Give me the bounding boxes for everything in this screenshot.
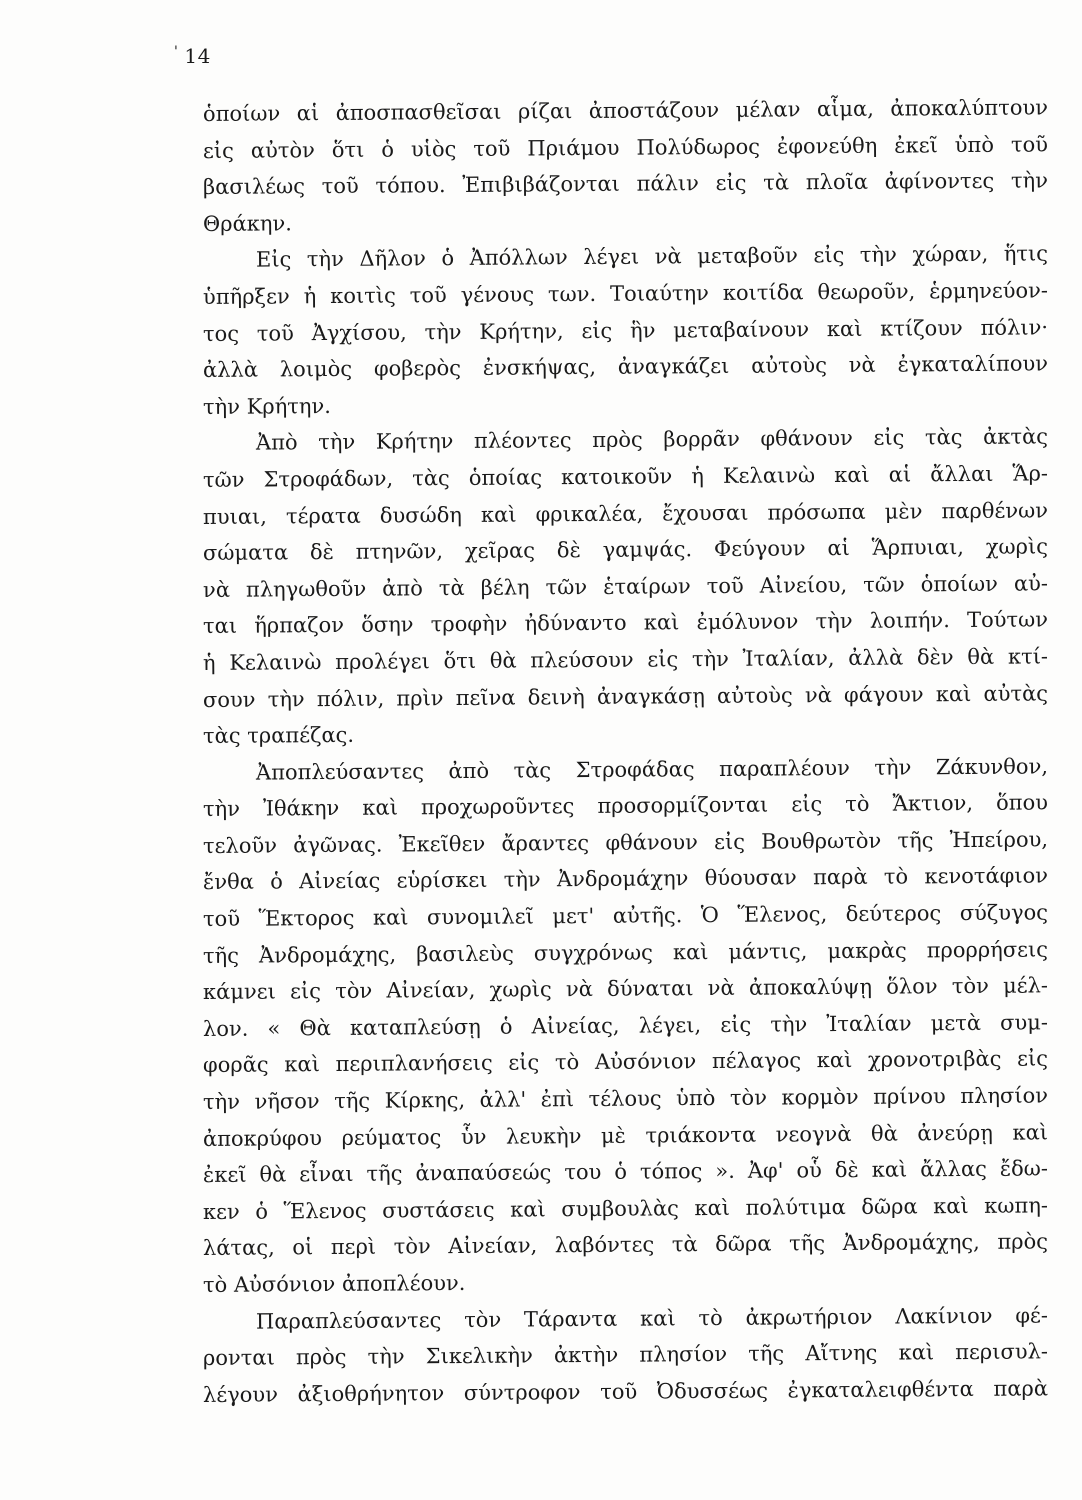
text-line: Παραπλεύσαντες τὸν Τάραντα καὶ τὸ ἀκρωτήριον Λακίνιον φέ- (255, 1302, 1049, 1334)
text-line: Ἀποπλεύσαντες ἀπὸ τὰς Στροφάδας παραπλέουν τὴν Ζάκυνθον, (255, 754, 1049, 785)
text-line: φορᾶς καὶ περιπλανήσεις εἰς τὸ Αὐσόνιον πέλαγος καὶ χρονοτριβὰς εἰς (202, 1046, 1049, 1078)
text-line: Θράκην. (202, 211, 292, 236)
text-line: τῆς Ἀνδρομάχης, βασιλεὺς συγχρόνως καὶ μάντις, μακρὰς προρρήσεις (202, 937, 1049, 968)
text-line: νὰ πληγωθοῦν ἀπὸ τὰ βέλη τῶν ἑταίρων τοῦ Αἰνείου, τῶν ὁποίων αὐ- (202, 571, 1049, 602)
text-line: τῶν Στροφάδων, τὰς ὁποίας κατοικοῦν ἡ Κελαινὼ καὶ αἱ ἄλλαι Ἅρ- (202, 461, 1049, 492)
text-line: λάτας, οἱ περὶ τὸν Αἰνείαν, λαβόντες τὰ δῶρα τῆς Ἀνδρομάχης, πρὸς (202, 1229, 1049, 1261)
text-line: τὴν Ἰθάκην καὶ προχωροῦντες προσορμίζονται εἰς τὸ Ἄκτιον, ὅπου (202, 790, 1049, 822)
text-line: τος τοῦ Ἀγχίσου, τὴν Κρήτην, εἰς ἣν μεταβαίνουν καὶ κτίζουν πόλιν· (202, 314, 1049, 346)
text-line: τὴν Κρήτην. (202, 393, 331, 419)
text-line: λέγουν ἀξιοθρήνητον σύντροφον τοῦ Ὀδυσσέως ἐγκαταλειφθέντα παρὰ (202, 1376, 1049, 1407)
text-line: Εἰς τὴν Δῆλον ὁ Ἀπόλλων λέγει νὰ μεταβοῦν εἰς τὴν χώραν, ἥτις (255, 241, 1049, 272)
text-line: ἀποκρύφου ρεύματος ὗν λευκὴν μὲ τριάκοντα νεογνὰ θὰ ἀνεύρῃ καὶ (202, 1119, 1049, 1151)
page-corner-mark: ' (174, 44, 179, 60)
text-line: ἔνθα ὁ Αἰνείας εὑρίσκει τὴν Ἀνδρομάχην θύουσαν παρὰ τὸ κενοτάφιον (202, 863, 1049, 895)
text-line: Ἀπὸ τὴν Κρήτην πλέοντες πρὸς βορρᾶν φθάνουν εἰς τὰς ἀκτὰς (255, 424, 1049, 455)
text-line: τὰς τραπέζας. (202, 722, 355, 749)
text-line: ἐκεῖ θὰ εἶναι τῆς ἀναπαύσεώς του ὁ τόπος ». Ἀφ' οὗ δὲ καὶ ἄλλας ἔδω- (202, 1156, 1049, 1188)
text-line: κεν ὁ Ἕλενος συστάσεις καὶ συμβουλὰς καὶ πολύτιμα δῶρα καὶ κωπη- (202, 1193, 1049, 1224)
text-line: πυιαι, τέρατα δυσώδη καὶ φρικαλέα, ἔχουσαι πρόσωπα μὲν παρθένων (202, 497, 1049, 529)
text-line: τὴν νῆσον τῆς Κίρκης, ἀλλ' ἐπὶ τέλους ὑπὸ τὸν κορμὸν πρίνου πλησίον (202, 1083, 1049, 1115)
text-line: ὁποίων αἱ ἀποσπασθεῖσαι ρίζαι ἀποστάζουν μέλαν αἷμα, ἀποκαλύπτουν (202, 95, 1049, 126)
text-line: τὸ Αὐσόνιον ἀποπλέουν. (202, 1270, 466, 1297)
text-line: ὑπῆρξεν ἡ κοιτὶς τοῦ γένους των. Τοιαύτην κοιτίδα θεωροῦν, ἑρμηνεύον- (202, 278, 1049, 309)
text-line: τοῦ Ἕκτορος καὶ συνομιλεῖ μετ' αὐτῆς. Ὁ Ἕλενος, δεύτερος σύζυγος (202, 900, 1049, 932)
text-line: ἡ Κελαινὼ προλέγει ὅτι θὰ πλεύσουν εἰς τὴν Ἰταλίαν, ἀλλὰ δὲν θὰ κτί- (202, 644, 1049, 675)
text-line: σουν τὴν πόλιν, πρὶν πεῖνα δεινὴ ἀναγκάσῃ αὐτοὺς νὰ φάγουν καὶ αὐτὰς (202, 680, 1049, 712)
text-line: κάμνει εἰς τὸν Αἰνείαν, χωρὶς νὰ δύναται νὰ ἀποκαλύψῃ ὅλον τὸν μέλ- (202, 973, 1049, 1005)
body-text (203, 96, 1048, 1413)
text-line: εἰς αὐτὸν ὅτι ὁ υἱὸς τοῦ Πριάμου Πολύδωρος ἐφονεύθη ἐκεῖ ὑπὸ τοῦ (202, 131, 1049, 163)
text-line: ἀλλὰ λοιμὸς φοβερὸς ἐνσκήψας, ἀναγκάζει αὐτοὺς νὰ ἐγκαταλίπουν (202, 351, 1049, 383)
text-line: ται ἥρπαζον ὅσην τροφὴν ἠδύναντο καὶ ἐμόλυνον τὴν λοιπήν. Τούτων (202, 607, 1049, 639)
text-line: σώματα δὲ πτηνῶν, χεῖρας δὲ γαμψάς. Φεύγουν αἱ Ἅρπυιαι, χωρὶς (202, 534, 1049, 566)
text-line: λον. « Θὰ καταπλεύσῃ ὁ Αἰνείας, λέγει, εἰς τὴν Ἰταλίαν μετὰ συμ- (202, 1010, 1049, 1041)
text-line: ρονται πρὸς τὴν Σικελικὴν ἀκτὴν πλησίον τῆς Αἴτνης καὶ περισυλ- (202, 1339, 1049, 1371)
page-number-value: 14 (184, 44, 211, 68)
page-number (174, 44, 211, 68)
text-line: βασιλέως τοῦ τόπου. Ἐπιβιβάζονται πάλιν εἰς τὰ πλοῖα ἀφίνοντες τὴν (202, 168, 1049, 200)
text-line: τελοῦν ἀγῶνας. Ἐκεῖθεν ἄραντες φθάνουν εἰς Βουθρωτὸν τῆς Ἠπείρου, (202, 827, 1049, 858)
